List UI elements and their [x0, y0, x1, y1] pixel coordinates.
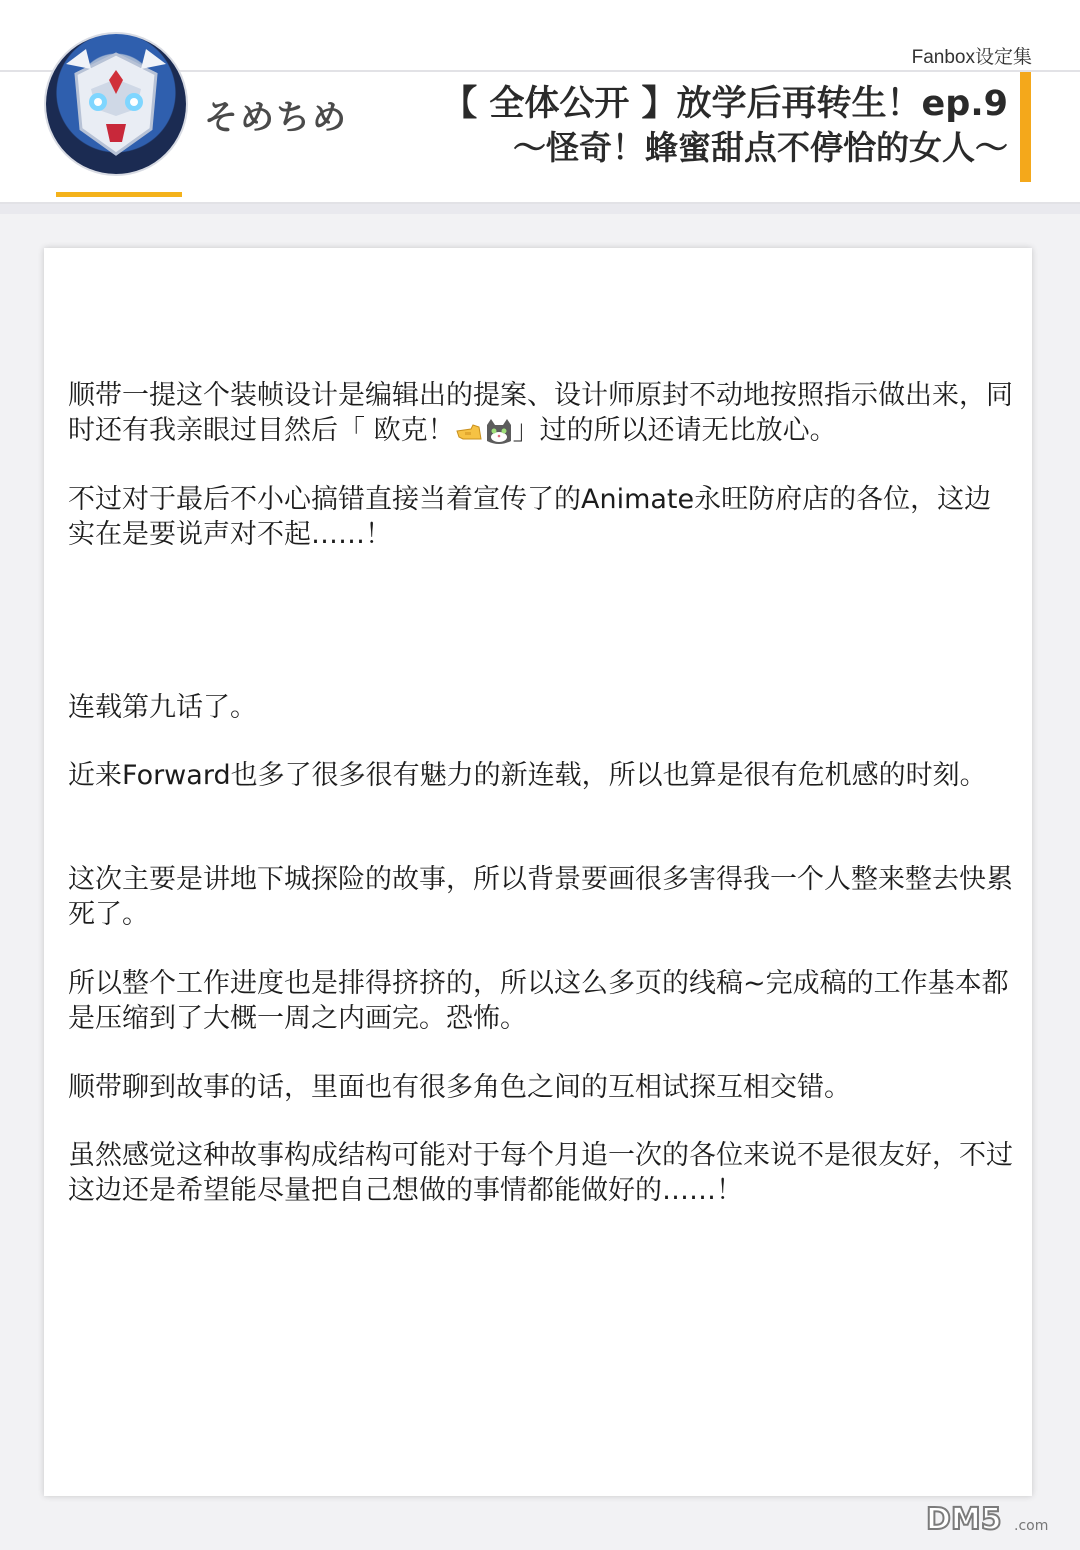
collection-label: Fanbox设定集: [911, 47, 1032, 68]
post-title-line2: ～怪奇！蜂蜜甜点不停恰的女人～: [513, 128, 1008, 167]
emoji-group: [455, 417, 513, 447]
author-avatar[interactable]: [46, 34, 186, 174]
paragraph-7: 顺带聊到故事的话，里面也有很多角色之间的互相试探互相交错。: [68, 1072, 851, 1103]
paragraph-4: 近来Forward也多了很多很有魅力的新连载，所以也算是很有危机感的时刻。: [68, 760, 987, 791]
cat-face-icon: [487, 419, 511, 444]
post-title-line1: 【 全体公开 】放学后再转生！ep.9: [442, 84, 1008, 124]
watermark-suffix: .com: [1014, 1518, 1049, 1534]
paragraph-1: [68, 378, 1013, 448]
site-watermark: [916, 1498, 1066, 1538]
paragraph-8: 虽然感觉这种故事构成结构可能对于每个月追一次的各位来说不是很友好，不过这边还是希望能尽量把自己想做的事情都能做好的……！: [68, 1140, 1013, 1206]
paragraph-2: 不过对于最后不小心搞错直接当着宣传了的Animate永旺防府店的各位，这边实在是要说声对不起……！: [68, 484, 992, 550]
content-card: [44, 248, 1032, 1496]
title-accent-bar: [1020, 72, 1031, 182]
paragraph-5: 这次主要是讲地下城探险的故事，所以背景要画很多害得我一个人整来整去快累死了。: [68, 864, 1013, 930]
paragraph-1-text-b: 」过的所以还请无比放心。: [512, 415, 837, 446]
paragraph-3: 连载第九话了。: [68, 692, 257, 723]
watermark-text: DM5: [926, 1502, 1002, 1537]
post-title: [368, 82, 1008, 170]
pointing-hand-icon: [457, 425, 481, 439]
header-underband: [0, 204, 1080, 214]
paragraph-6: 所以整个工作进度也是排得挤挤的，所以这么多页的线稿~完成稿的工作基本都是压缩到了大概一周之内画完。恐怖。: [68, 968, 1009, 1034]
author-name[interactable]: そめちめ: [204, 98, 348, 138]
avatar-underline: [56, 192, 182, 197]
robot-mask-icon: [46, 34, 186, 174]
paragraph-1-text-a: 顺带一提这个装帧设计是编辑出的提案、设计师原封不动地按照指示做出来，同时还有我亲眼过目然后「 欧克！: [68, 380, 1013, 446]
